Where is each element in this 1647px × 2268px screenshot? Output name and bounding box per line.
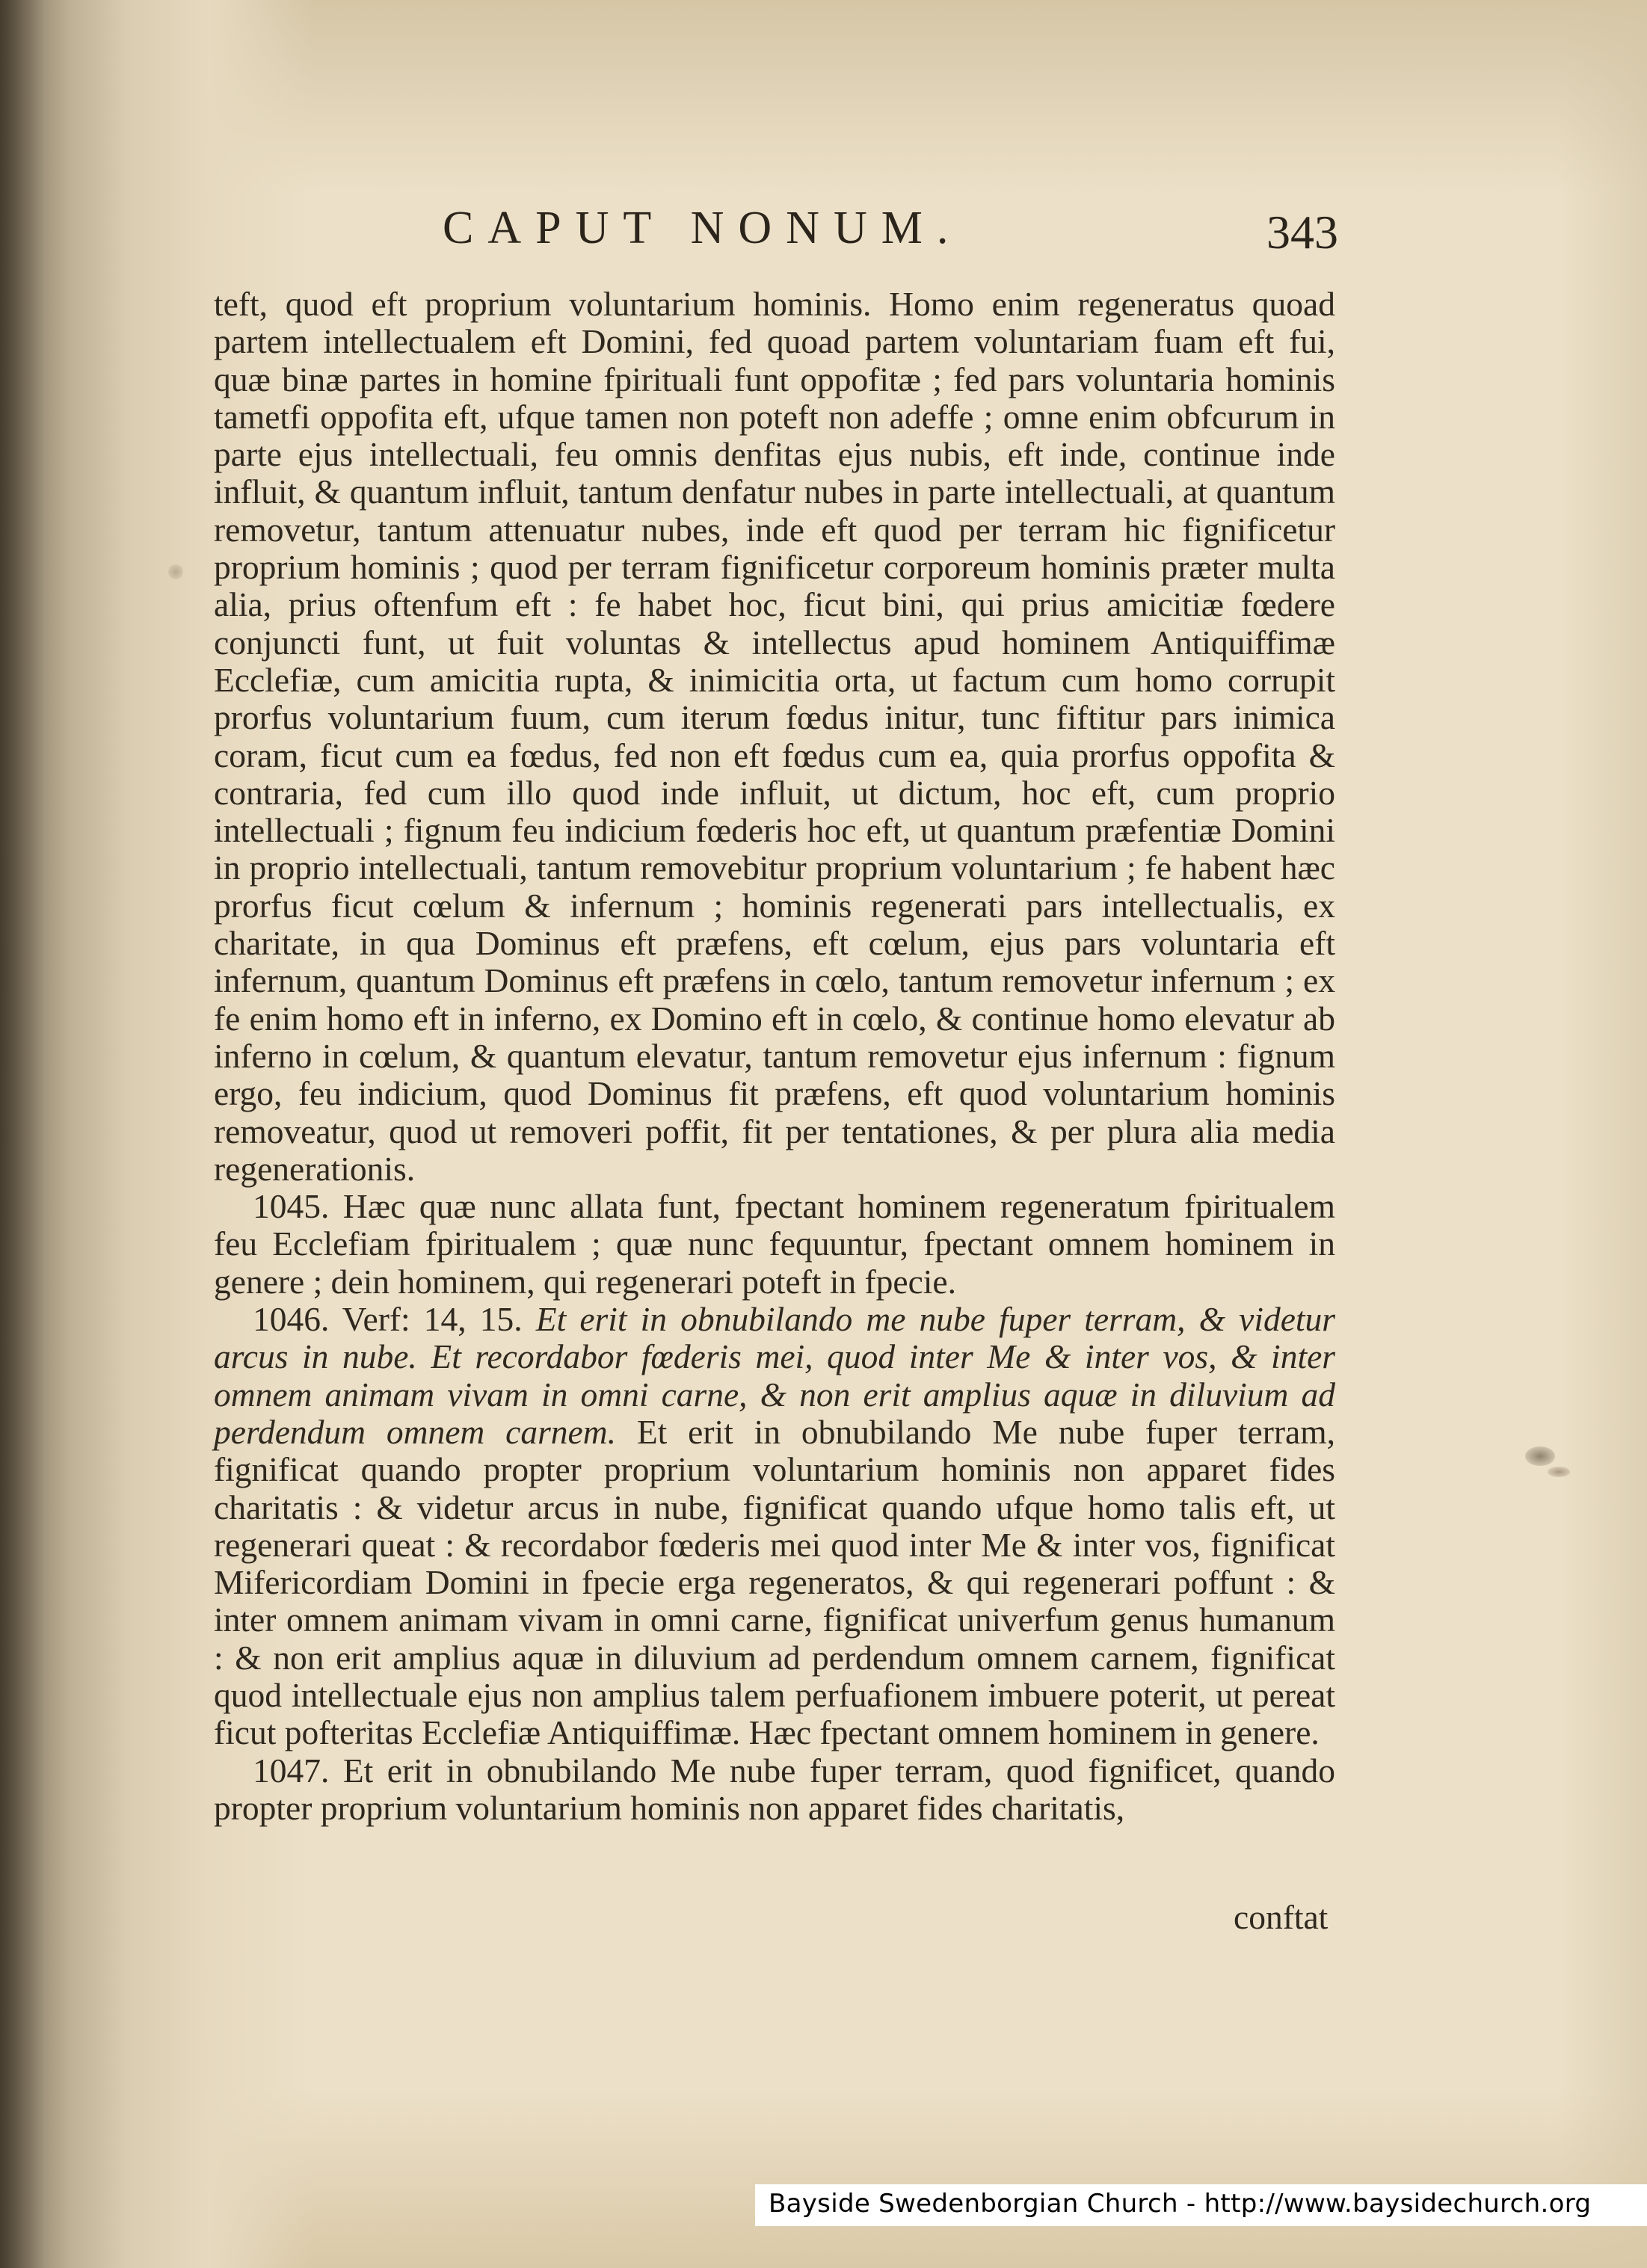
body-text bbox=[214, 286, 1335, 1827]
paper-stain bbox=[1548, 1467, 1570, 1477]
paragraph-1045: 1045. Hæc quæ nunc allata funt, fpectant hominem regeneratum fpiritualem feu Ecclefiam fpiritualem ; quæ nunc fequuntur, fpectant omnem hominem in genere ; dein hominem, qui regenerari poteft in fpecie. bbox=[214, 1187, 1335, 1301]
watermark-banner bbox=[755, 2184, 1647, 2226]
paper-stain bbox=[168, 564, 183, 579]
running-title: CAPUT NONUM. bbox=[443, 203, 963, 253]
paragraph-body: Et erit in obnubilando Me nube fuper terram, fignificat quando propter proprium voluntarium hominis non apparet fides charitatis : & videtur arcus in nube, fignificat quando ufque homo talis eft, ut regenerari queat : & recordabor fœderis mei quod inter Me & inter vos, fignificat Mifericordiam Domini in fpecie erga regeneratos, & qui regenerari poffunt : & inter omnem animam vivam in omni carne, fignificat univerfum genus humanum : & non erit amplius aquæ in diluvium ad perdendum omnem carnem, fignificat quod intellectuale ejus non amplius talem perfuafionem imbuere poterit, ut pereat ficut pofteritas Ecclefiæ Antiquiffimæ. Hæc fpectant omnem hominem in genere. bbox=[214, 1412, 1335, 1752]
page-number: 343 bbox=[1266, 206, 1338, 259]
paragraph-continuation: teft, quod eft proprium voluntarium hominis. Homo enim regeneratus quoad partem intellectualem eft Domini, fed quoad partem voluntariam fuam eft fui, quæ binæ partes in homine fpirituali funt oppofitæ ; fed pars voluntaria hominis tametfi oppofita eft, ufque tamen non poteft non adeffe ; omne enim obfcurum in parte ejus intellectuali, feu omnis denfitas ejus nubis, eft inde, continue inde influit, & quantum influit, tantum denfatur nubes in parte intellectuali, at quantum removetur, tantum attenuatur nubes, inde eft quod per terram hic fignificetur proprium hominis ; quod per terram fignificetur corporeum hominis præter multa alia, prius oftenfum eft : fe habet hoc, ficut bini, qui prius amicitiæ fœdere conjuncti funt, ut fuit voluntas & intellectus apud hominem Antiquiffimæ Ecclefiæ, cum amicitia rupta, & inimicitia orta, ut factum cum homo corrupit prorfus voluntarium fuum, cum iterum fœdus initur, tunc fiftitur pars inimica coram, ficut cum ea fœdus, fed non eft fœdus cum ea, quia prorfus oppofita & contraria, fed cum illo quod inde influit, ut dictum, hoc eft, cum proprio intellectuali ; fignum feu indicium fœderis hoc eft, ut quantum præfentiæ Domini in proprio intellectuali, tantum removebitur proprium voluntarium ; fe habent hæc prorfus ficut cœlum & infernum ; hominis regenerati pars intellectualis, ex charitate, in qua Dominus eft præfens, eft cœlum, ejus pars voluntaria eft infernum, quantum Dominus eft præfens in cœlo, tantum removetur infernum ; ex fe enim homo eft in inferno, ex Domino eft in cœlo, & continue homo elevatur ab inferno in cœlum, & quantum elevatur, tantum removetur ejus infernum : fignum ergo, feu indicium, quod Dominus fit præfens, eft quod voluntarium hominis removeatur, quod ut removeri poffit, fit per tentationes, & per plura alia media regenerationis. bbox=[214, 285, 1335, 1188]
spine-shadow bbox=[0, 0, 45, 2268]
page-header bbox=[209, 202, 1338, 269]
paragraph-1046 bbox=[214, 1301, 1335, 1752]
italic-scripture-quote: Et erit in obnubilando me nube fuper terram, & videtur arcus in nube. Et recordabor fœderis mei, quod inter Me & inter vos, & inter omnem animam vivam in omni carne, & non erit amplius aquæ in diluvium ad perdendum omnem carnem. bbox=[214, 1300, 1336, 1451]
watermark-text: Bayside Swedenborgian Church - http://www.baysidechurch.org bbox=[769, 2189, 1592, 2219]
paragraph-number: 1046. Verf: 14, 15. bbox=[253, 1300, 523, 1339]
catchword: conftat bbox=[1234, 1898, 1329, 1936]
paragraph-1047: 1047. Et erit in obnubilando Me nube fuper terram, quod fignificet, quando propter proprium voluntarium hominis non apparet fides charitatis, bbox=[214, 1751, 1335, 1827]
paper-stain bbox=[1525, 1446, 1555, 1466]
